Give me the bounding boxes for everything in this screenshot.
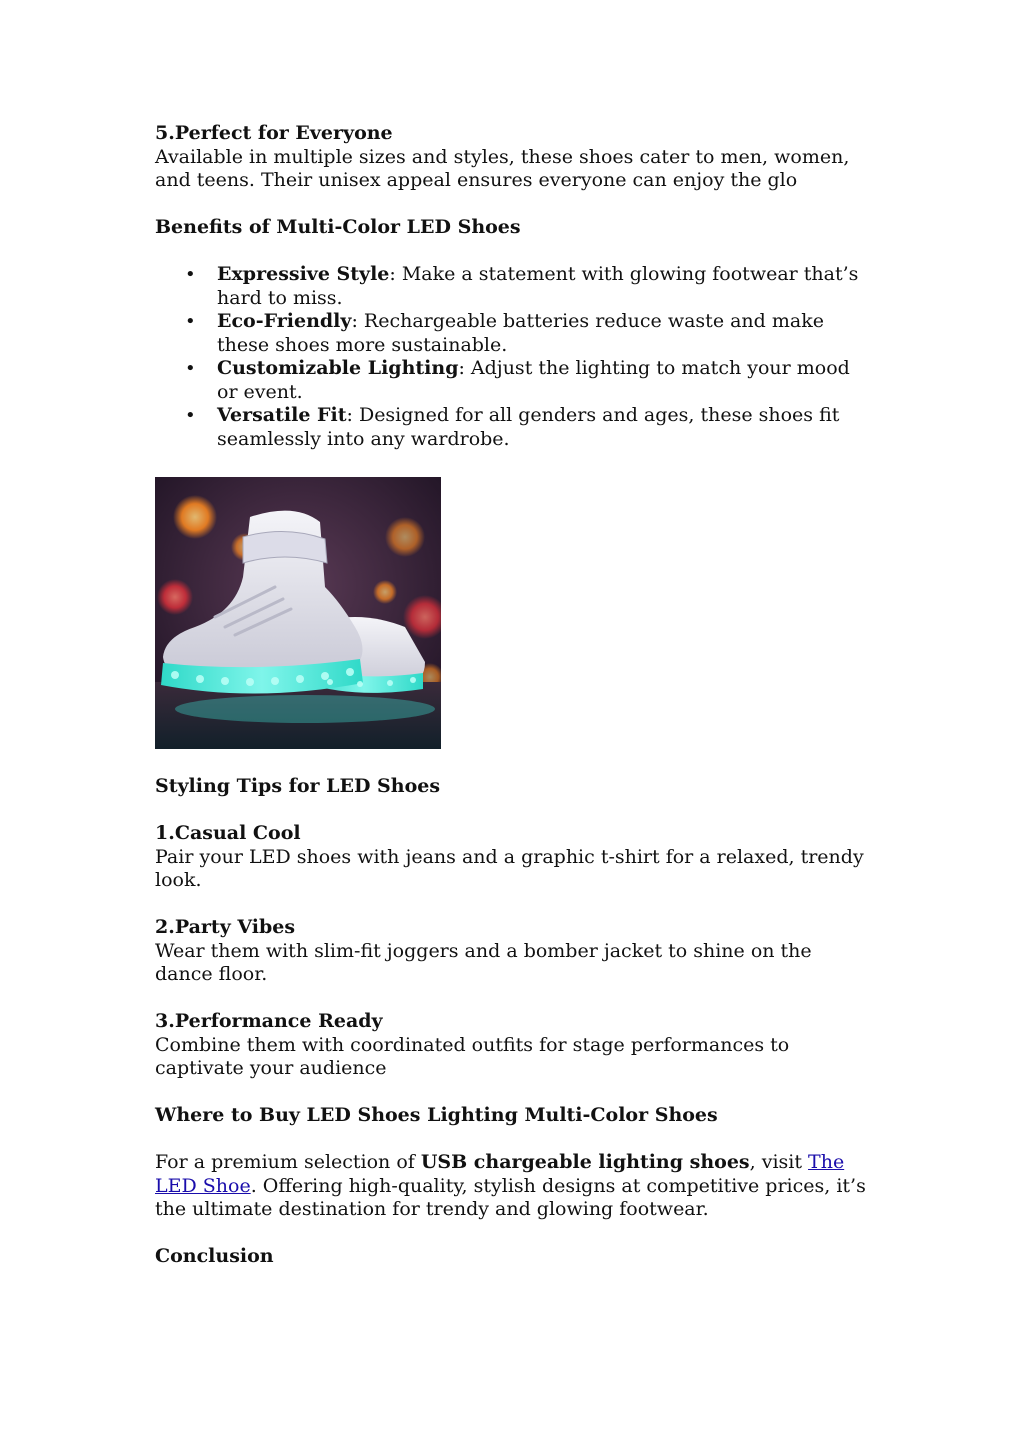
- tip-heading: 1.Casual Cool: [155, 822, 301, 844]
- benefits-heading: Benefits of Multi-Color LED Shoes: [155, 216, 521, 238]
- conclusion-heading: Conclusion: [155, 1245, 274, 1267]
- perfect-body: Available in multiple sizes and styles, these shoes cater to men, women, and teens. Their unisex appeal ensures everyone can enjoy the glo: [155, 145, 850, 191]
- where-body: For a premium selection of USB chargeable lighting shoes, visit The LED Shoe. Offering high-quality, stylish designs at competitive prices, it’s the ultimate destination for trendy and glowing footwear.: [155, 1151, 866, 1220]
- list-item: [155, 310, 875, 357]
- list-item-term: Customizable Lighting: [217, 357, 459, 379]
- tip-heading: 3.Performance Ready: [155, 1010, 383, 1032]
- list-item: [155, 357, 875, 404]
- list-item: [155, 263, 875, 310]
- list-item: [155, 404, 875, 451]
- where-bold: USB chargeable lighting shoes: [420, 1151, 750, 1173]
- tip-heading: 2.Party Vibes: [155, 916, 296, 938]
- document-page: [155, 122, 875, 1269]
- list-item-text: : Adjust the lighting to match your mood or event.: [217, 357, 850, 403]
- perfect-heading: 5.Perfect for Everyone: [155, 122, 393, 144]
- the-led-shoe-link[interactable]: The LED Shoe: [155, 1151, 845, 1197]
- list-item-term: Versatile Fit: [217, 404, 347, 426]
- list-item-text: : Designed for all genders and ages, these shoes fit seamlessly into any wardrobe.: [217, 404, 840, 450]
- styling-heading: Styling Tips for LED Shoes: [155, 775, 441, 797]
- list-item-term: Eco-Friendly: [217, 310, 352, 332]
- led-sneaker-photo: [155, 477, 441, 749]
- list-item-text: : Rechargeable batteries reduce waste and make these shoes more sustainable.: [217, 310, 824, 356]
- tip-body: Combine them with coordinated outfits for stage performances to captivate your audience: [155, 1033, 790, 1079]
- tip-body: Pair your LED shoes with jeans and a graphic t-shirt for a relaxed, trendy look.: [155, 845, 864, 891]
- tip-body: Wear them with slim-fit joggers and a bomber jacket to shine on the dance floor.: [155, 939, 812, 985]
- list-item-text: : Make a statement with glowing footwear that’s hard to miss.: [217, 263, 859, 309]
- list-item-term: Expressive Style: [217, 263, 390, 285]
- benefits-list: [155, 263, 875, 451]
- where-heading: Where to Buy LED Shoes Lighting Multi-Color Shoes: [155, 1104, 718, 1126]
